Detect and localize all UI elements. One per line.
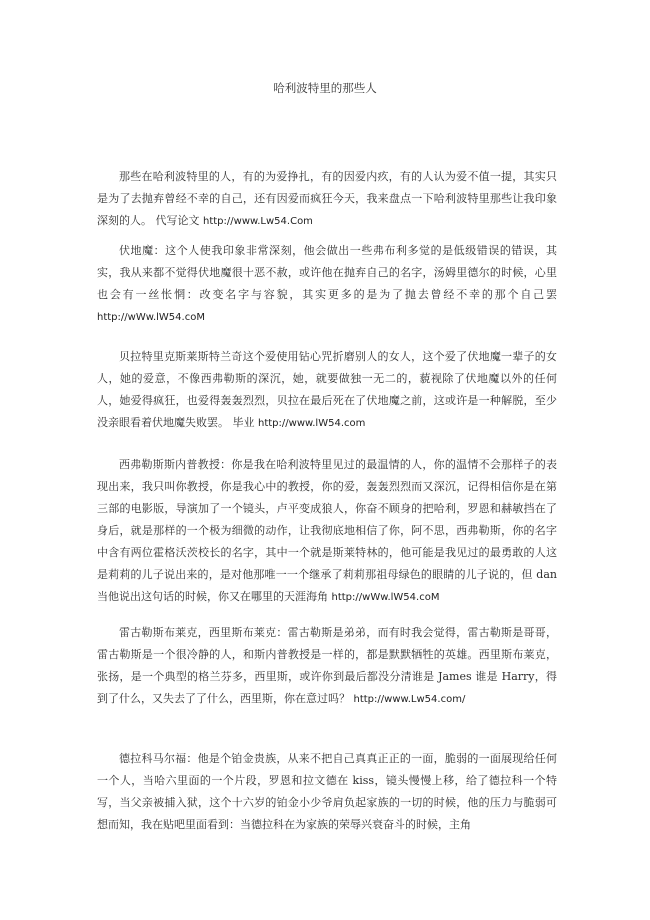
paragraph-text: 德拉科马尔福：他是个铂金贵族，从来不把自己真真正正的一面，脆弱的一面展现给任何一个人，当哈六里面的一个片段，罗恩和拉文德在 kiss，镜头慢慢上移，给了德拉科一个特写，当父亲被捕入狱，这个十六岁的铂金小少爷肩负起家族的一切的时候，他的压力与脆弱可想而知，我在贴吧里面看到：当德拉科在为家族的荣辱兴衰奋斗的时候，主角 xyxy=(97,752,557,831)
paragraph-text: 雷古勒斯布莱克，西里斯布莱克：雷古勒斯是弟弟，而有时我会觉得，雷古勒斯是哥哥，雷古勒斯是一个很冷静的人，和斯内普教授是一样的，都是默默牺牲的英雄。西里斯布莱克，张扬，是一个典型的格兰芬多，西里斯，或许你到最后都没分清谁是 James 谁是 Harry，得到了什么，又失去了了什么，西里斯，你在意过吗？ xyxy=(97,626,557,705)
paragraph-bellatrix xyxy=(97,346,557,435)
paragraph-link[interactable]: http://www.Lw54.com/ xyxy=(353,694,466,705)
paragraph-snape xyxy=(97,454,557,609)
paragraph-link[interactable]: http://wWw.lW54.coM xyxy=(97,312,205,323)
paragraph-link[interactable]: http://www.lW54.com xyxy=(258,418,366,429)
document-title: 哈利波特里的那些人 xyxy=(273,81,377,95)
paragraph-intro xyxy=(97,166,557,233)
paragraph-link[interactable]: http://wWw.lW54.coM xyxy=(331,592,440,603)
paragraph-text: 那些在哈利波特里的人，有的为爱挣扎，有的因爱内疚，有的人认为爱不值一提，其实只是为了去抛弃曾经不幸的自己，还有因爱而疯狂今天，我来盘点一下哈利波特里那些让我印象深刻的人。 代写论文 xyxy=(97,170,557,227)
paragraph-text: 伏地魔：这个人使我印象非常深刻，他会做出一些弗布利多觉的是低级错误的错误，其实，我从来都不觉得伏地魔很十恶不赦，或许他在抛弃自己的名字，汤姆里德尔的时候，心里也会有一丝怅惘：改变名字与容貌，其实更多的是为了抛去曾经不幸的那个自己罢 xyxy=(97,244,557,301)
paragraph-link[interactable]: http://www.Lw54.Com xyxy=(203,216,313,227)
paragraph-text: 贝拉特里克斯莱斯特兰奇这个爱使用钻心咒折磨别人的女人，这个爱了伏地魔一辈子的女人，她的爱意，不像西弗勒斯的深沉，她，就要做独一无二的，藐视除了伏地魔以外的任何人，她爱得疯狂，也爱得轰轰烈烈，贝拉在最后死在了伏地魔之前，这或许是一种解脱，至少没亲眼看着伏地魔失败罢。 毕业 xyxy=(97,350,557,429)
paragraph-voldemort xyxy=(97,240,557,329)
paragraph-draco xyxy=(97,748,557,836)
paragraph-text: 西弗勒斯斯内普教授：你是我在哈利波特里见过的最温情的人，你的温情不会那样子的表现出来，我只叫你教授，你是我心中的教授，你的爱，轰轰烈烈而又深沉，记得相信你是在第三部的电影版，导演加了一个镜头，卢平变成狼人，你奋不顾身的把哈利，罗恩和赫敏挡在了身后，就是那样的一个极为细微的动作，让我彻底地相信了你，阿不思，西弗勒斯，你的名字中含有两位霍格沃茨校长的名字，其中一个就是斯莱特林的，他可能是我见过的最勇敢的人这是莉莉的儿子说出来的，是对他那唯一一个继承了莉莉那祖母绿色的眼睛的儿子说的，但 dan 当他说出这句话的时候，你又在哪里的天涯海角 xyxy=(97,458,557,603)
paragraph-black-brothers xyxy=(97,622,557,711)
